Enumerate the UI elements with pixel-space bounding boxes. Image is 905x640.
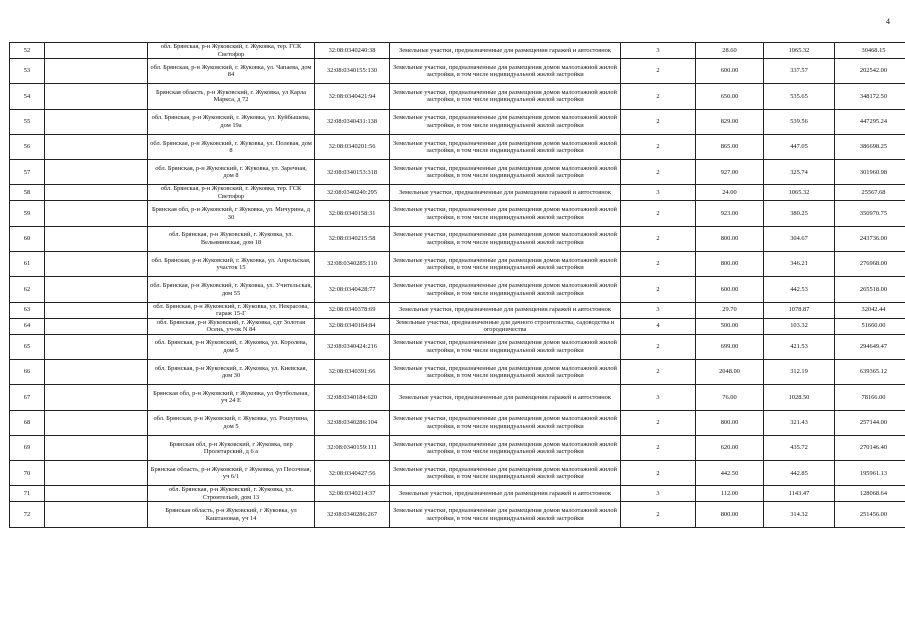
- specific-value-cell: 304.67: [764, 226, 835, 251]
- table-row: [10, 185, 905, 201]
- land-use-cell: Земельные участки, предназначенные для размещения гаражей и автостоянок: [390, 43, 621, 59]
- group-cell: 2: [621, 334, 696, 359]
- land-use-cell: Земельные участки, предназначенные для размещения домов малоэтажной жилой застройки, в том числе индивидуальной жилой застройки: [390, 334, 621, 359]
- group-cell: 3: [621, 185, 696, 201]
- table-row: [10, 318, 905, 334]
- land-use-cell: Земельные участки, предназначенные для размещения домов малоэтажной жилой застройки, в том числе индивидуальной жилой застройки: [390, 59, 621, 84]
- cadastral-number-cell: 32:08:0340431:138: [315, 109, 390, 134]
- group-cell: 2: [621, 226, 696, 251]
- land-use-cell: Земельные участки, предназначенные для размещения домов малоэтажной жилой застройки, в том числе индивидуальной жилой застройки: [390, 435, 621, 460]
- table-row: [10, 461, 905, 486]
- empty-cell: [45, 134, 148, 159]
- group-cell: 3: [621, 486, 696, 502]
- specific-value-cell: 535.65: [764, 84, 835, 109]
- table-row: [10, 160, 905, 185]
- area-cell: 2048.00: [696, 359, 764, 384]
- table-row: [10, 252, 905, 277]
- cadastral-value-cell: 32042.44: [835, 302, 905, 318]
- empty-cell: [45, 185, 148, 201]
- specific-value-cell: 1028.50: [764, 385, 835, 410]
- empty-cell: [45, 359, 148, 384]
- group-cell: 2: [621, 59, 696, 84]
- land-use-cell: Земельные участки, предназначенные для размещения домов малоэтажной жилой застройки, в том числе индивидуальной жилой застройки: [390, 109, 621, 134]
- table-body: [10, 43, 905, 528]
- address-cell: обл. Брянская, р-н Жуковский, г. Жуковка, ул. Заречная, дом 8: [148, 160, 315, 185]
- address-cell: обл. Брянская, р-н Жуковский, г. Жуковка, ул. Королева, дом 5: [148, 334, 315, 359]
- empty-cell: [45, 385, 148, 410]
- area-cell: 800.00: [696, 410, 764, 435]
- land-use-cell: Земельные участки, предназначенные для размещения гаражей и автостоянок: [390, 302, 621, 318]
- table-row: [10, 302, 905, 318]
- specific-value-cell: 103.32: [764, 318, 835, 334]
- land-use-cell: Земельные участки, предназначенные для размещения домов малоэтажной жилой застройки, в том числе индивидуальной жилой застройки: [390, 502, 621, 527]
- specific-value-cell: 346.21: [764, 252, 835, 277]
- group-cell: 2: [621, 502, 696, 527]
- area-cell: 800.00: [696, 502, 764, 527]
- row-number-cell: 60: [10, 226, 45, 251]
- cadastral-value-cell: 294649.47: [835, 334, 905, 359]
- area-cell: 600.00: [696, 59, 764, 84]
- land-use-cell: Земельные участки, предназначенные для размещения гаражей и автостоянок: [390, 486, 621, 502]
- empty-cell: [45, 59, 148, 84]
- land-use-cell: Земельные участки, предназначенные для дачного строительства, садоводства и огородничества: [390, 318, 621, 334]
- land-use-cell: Земельные участки, предназначенные для размещения гаражей и автостоянок: [390, 185, 621, 201]
- row-number-cell: 55: [10, 109, 45, 134]
- area-cell: 112.00: [696, 486, 764, 502]
- area-cell: 650.00: [696, 84, 764, 109]
- cadastral-value-cell: 350970.75: [835, 201, 905, 226]
- area-cell: 500.00: [696, 318, 764, 334]
- group-cell: 2: [621, 109, 696, 134]
- specific-value-cell: 442.85: [764, 461, 835, 486]
- row-number-cell: 56: [10, 134, 45, 159]
- group-cell: 2: [621, 435, 696, 460]
- area-cell: 29.70: [696, 302, 764, 318]
- empty-cell: [45, 435, 148, 460]
- table-row: [10, 277, 905, 302]
- area-cell: 620.00: [696, 435, 764, 460]
- empty-cell: [45, 109, 148, 134]
- cadastral-value-cell: 251456.00: [835, 502, 905, 527]
- row-number-cell: 61: [10, 252, 45, 277]
- cadastral-value-cell: 270146.40: [835, 435, 905, 460]
- cadastral-number-cell: 32:08:0340159:111: [315, 435, 390, 460]
- address-cell: обл. Брянская, р-н Жуковский, г. Жуковка, ул. Апрельская, участок 15: [148, 252, 315, 277]
- land-use-cell: Земельные участки, предназначенные для размещения домов малоэтажной жилой застройки, в том числе индивидуальной жилой застройки: [390, 226, 621, 251]
- row-number-cell: 72: [10, 502, 45, 527]
- address-cell: Брянская область, р-н Жуковский, г. Жуковка, ул Карла Маркса, д 72: [148, 84, 315, 109]
- area-cell: 600.00: [696, 277, 764, 302]
- cadastral-value-cell: 348172.50: [835, 84, 905, 109]
- specific-value-cell: 1078.87: [764, 302, 835, 318]
- address-cell: обл. Брянская, р-н Жуковский, г. Жуковка, ул. Строительей, дом 13: [148, 486, 315, 502]
- cadastral-value-cell: 386698.25: [835, 134, 905, 159]
- row-number-cell: 52: [10, 43, 45, 59]
- empty-cell: [45, 334, 148, 359]
- cadastral-number-cell: 32:08:0340427:56: [315, 461, 390, 486]
- specific-value-cell: 1065.32: [764, 185, 835, 201]
- row-number-cell: 54: [10, 84, 45, 109]
- area-cell: 800.00: [696, 252, 764, 277]
- empty-cell: [45, 84, 148, 109]
- specific-value-cell: 380.25: [764, 201, 835, 226]
- area-cell: 923.00: [696, 201, 764, 226]
- address-cell: обл. Брянская, р-н Жуковский, г. Жуковка, ул. Киевская, дом 30: [148, 359, 315, 384]
- cadastral-number-cell: 32:08:0340391:66: [315, 359, 390, 384]
- row-number-cell: 58: [10, 185, 45, 201]
- land-use-cell: Земельные участки, предназначенные для размещения домов малоэтажной жилой застройки, в том числе индивидуальной жилой застройки: [390, 461, 621, 486]
- area-cell: 28.60: [696, 43, 764, 59]
- group-cell: 2: [621, 201, 696, 226]
- cadastral-value-cell: 276968.00: [835, 252, 905, 277]
- table-row: [10, 134, 905, 159]
- address-cell: обл. Брянская, р-н Жуковский, г. Жуковка, ул. Учительская, дом 55: [148, 277, 315, 302]
- address-cell: обл. Брянская, р-н Жуковский, г. Жуковка, ул. Чапаева, дом 84: [148, 59, 315, 84]
- cadastral-number-cell: 32:08:0340421:94: [315, 84, 390, 109]
- group-cell: 2: [621, 160, 696, 185]
- row-number-cell: 71: [10, 486, 45, 502]
- land-use-cell: Земельные участки, предназначенные для размещения домов малоэтажной жилой застройки, в том числе индивидуальной жилой застройки: [390, 277, 621, 302]
- group-cell: 4: [621, 318, 696, 334]
- address-cell: обл. Брянская, р-н Жуковский, г. Жуковка, ул. Некрасова, гараж 15-Г: [148, 302, 315, 318]
- row-number-cell: 67: [10, 385, 45, 410]
- area-cell: 829.00: [696, 109, 764, 134]
- specific-value-cell: 312.19: [764, 359, 835, 384]
- specific-value-cell: 325.74: [764, 160, 835, 185]
- address-cell: Брянская обл, р-н Жуковский, г Жуковка, ул. Мичурина, д 30: [148, 201, 315, 226]
- area-cell: 927.00: [696, 160, 764, 185]
- cadastral-value-cell: 128068.64: [835, 486, 905, 502]
- address-cell: обл. Брянская, р-н Жуковский, г. Жуковка, ул. Полевая, дом 8: [148, 134, 315, 159]
- cadastral-value-cell: 51660.00: [835, 318, 905, 334]
- cadastral-value-cell: 202542.00: [835, 59, 905, 84]
- page-number: 4: [886, 17, 890, 26]
- group-cell: 3: [621, 385, 696, 410]
- address-cell: обл. Брянская, р-н Жуковский, г. Жуковка, ул. Куйбышева, дом 19а: [148, 109, 315, 134]
- cadastral-value-cell: 257144.00: [835, 410, 905, 435]
- row-number-cell: 69: [10, 435, 45, 460]
- cadastral-value-cell: 639365.12: [835, 359, 905, 384]
- specific-value-cell: 337.57: [764, 59, 835, 84]
- cadastral-number-cell: 32:08:0340155:130: [315, 59, 390, 84]
- table-row: [10, 486, 905, 502]
- group-cell: 2: [621, 252, 696, 277]
- specific-value-cell: 435.72: [764, 435, 835, 460]
- group-cell: 2: [621, 461, 696, 486]
- specific-value-cell: 1065.32: [764, 43, 835, 59]
- cadastral-number-cell: 32:08:0340286:267: [315, 502, 390, 527]
- cadastral-number-cell: 32:08:0340214:37: [315, 486, 390, 502]
- area-cell: 800.00: [696, 226, 764, 251]
- empty-cell: [45, 277, 148, 302]
- table-row: [10, 226, 905, 251]
- empty-cell: [45, 226, 148, 251]
- empty-cell: [45, 160, 148, 185]
- cadastral-number-cell: 32:08:0340285:110: [315, 252, 390, 277]
- group-cell: 3: [621, 302, 696, 318]
- area-cell: 76.00: [696, 385, 764, 410]
- row-number-cell: 59: [10, 201, 45, 226]
- row-number-cell: 65: [10, 334, 45, 359]
- row-number-cell: 68: [10, 410, 45, 435]
- land-use-cell: Земельные участки, предназначенные для размещения домов малоэтажной жилой застройки, в том числе индивидуальной жилой застройки: [390, 160, 621, 185]
- group-cell: 2: [621, 277, 696, 302]
- empty-cell: [45, 201, 148, 226]
- row-number-cell: 63: [10, 302, 45, 318]
- address-cell: обл. Брянская, р-н Жуковский, г. Жуковка, тер. ГСК Светофор: [148, 185, 315, 201]
- cadastral-number-cell: 32:08:0340240:38: [315, 43, 390, 59]
- cadastral-value-table: [9, 42, 905, 528]
- cadastral-value-cell: 30468.15: [835, 43, 905, 59]
- address-cell: обл. Брянская, р-н Жуковский, г. Жуковка, тер. ГСК Светофор: [148, 43, 315, 59]
- row-number-cell: 70: [10, 461, 45, 486]
- cadastral-number-cell: 32:08:0340378:69: [315, 302, 390, 318]
- cadastral-number-cell: 32:08:0340428:77: [315, 277, 390, 302]
- land-use-cell: Земельные участки, предназначенные для размещения домов малоэтажной жилой застройки, в том числе индивидуальной жилой застройки: [390, 201, 621, 226]
- cadastral-value-cell: 301960.98: [835, 160, 905, 185]
- row-number-cell: 62: [10, 277, 45, 302]
- table-row: [10, 43, 905, 59]
- empty-cell: [45, 43, 148, 59]
- table-row: [10, 201, 905, 226]
- table-row: [10, 359, 905, 384]
- address-cell: обл. Брянская, р-н Жуковский, г. Жуковка, ул. Рошупина, дом 5: [148, 410, 315, 435]
- empty-cell: [45, 502, 148, 527]
- cadastral-number-cell: 32:08:0340424:216: [315, 334, 390, 359]
- empty-cell: [45, 410, 148, 435]
- table-row: [10, 385, 905, 410]
- group-cell: 2: [621, 359, 696, 384]
- table-row: [10, 59, 905, 84]
- address-cell: обл. Брянская, р-н Жуковский, г. Жуковка, ул. Вельяминская, дом 18: [148, 226, 315, 251]
- table-row: [10, 410, 905, 435]
- group-cell: 3: [621, 43, 696, 59]
- cadastral-value-cell: 195961.13: [835, 461, 905, 486]
- table-row: [10, 502, 905, 527]
- cadastral-value-cell: 243736.00: [835, 226, 905, 251]
- address-cell: обл. Брянская, р-н Жуковский, г. Жуковка, сдт Золотая Осень, уч-ок N 84: [148, 318, 315, 334]
- land-use-cell: Земельные участки, предназначенные для размещения домов малоэтажной жилой застройки, в том числе индивидуальной жилой застройки: [390, 252, 621, 277]
- land-use-cell: Земельные участки, предназначенные для размещения домов малоэтажной жилой застройки, в том числе индивидуальной жилой застройки: [390, 84, 621, 109]
- cadastral-number-cell: 32:08:0340153:318: [315, 160, 390, 185]
- address-cell: Брянская область, р-н Жуковский, г Жуковка, ул Каштановая, уч 14: [148, 502, 315, 527]
- empty-cell: [45, 252, 148, 277]
- specific-value-cell: 442.53: [764, 277, 835, 302]
- table-row: [10, 334, 905, 359]
- cadastral-number-cell: 32:08:0340184:620: [315, 385, 390, 410]
- land-use-cell: Земельные участки, предназначенные для размещения домов малоэтажной жилой застройки, в том числе индивидуальной жилой застройки: [390, 410, 621, 435]
- group-cell: 2: [621, 134, 696, 159]
- specific-value-cell: 314.32: [764, 502, 835, 527]
- cadastral-value-cell: 447295.24: [835, 109, 905, 134]
- specific-value-cell: 447.05: [764, 134, 835, 159]
- row-number-cell: 64: [10, 318, 45, 334]
- land-use-cell: Земельные участки, предназначенные для размещения домов малоэтажной жилой застройки, в том числе индивидуальной жилой застройки: [390, 359, 621, 384]
- group-cell: 2: [621, 410, 696, 435]
- table-row: [10, 84, 905, 109]
- group-cell: 2: [621, 84, 696, 109]
- row-number-cell: 66: [10, 359, 45, 384]
- area-cell: 865.00: [696, 134, 764, 159]
- cadastral-number-cell: 32:08:0340240:295: [315, 185, 390, 201]
- area-cell: 442.50: [696, 461, 764, 486]
- empty-cell: [45, 318, 148, 334]
- specific-value-cell: 321.43: [764, 410, 835, 435]
- row-number-cell: 53: [10, 59, 45, 84]
- table-row: [10, 109, 905, 134]
- specific-value-cell: 539.56: [764, 109, 835, 134]
- cadastral-number-cell: 32:08:0340201:56: [315, 134, 390, 159]
- land-use-cell: Земельные участки, предназначенные для размещения гаражей и автостоянок: [390, 385, 621, 410]
- empty-cell: [45, 461, 148, 486]
- cadastral-number-cell: 32:08:0340184:84: [315, 318, 390, 334]
- area-cell: 699.00: [696, 334, 764, 359]
- empty-cell: [45, 486, 148, 502]
- land-use-cell: Земельные участки, предназначенные для размещения домов малоэтажной жилой застройки, в том числе индивидуальной жилой застройки: [390, 134, 621, 159]
- specific-value-cell: 421.53: [764, 334, 835, 359]
- table-row: [10, 435, 905, 460]
- empty-cell: [45, 302, 148, 318]
- specific-value-cell: 1143.47: [764, 486, 835, 502]
- row-number-cell: 57: [10, 160, 45, 185]
- cadastral-number-cell: 32:08:0340286:104: [315, 410, 390, 435]
- address-cell: Брянская область, р-н Жуковский, г Жуковка, ул Песочная, уч 6/1: [148, 461, 315, 486]
- cadastral-number-cell: 32:08:0340158:31: [315, 201, 390, 226]
- area-cell: 24.00: [696, 185, 764, 201]
- address-cell: Брянская обл, р-н Жуковский, г Жуковка, пер Пролетарский, д 6 а: [148, 435, 315, 460]
- cadastral-value-cell: 265518.00: [835, 277, 905, 302]
- cadastral-value-cell: 78166.00: [835, 385, 905, 410]
- address-cell: Брянская обл, р-н Жуковский, г Жуковка, ул Футбольная, уч 24 Е: [148, 385, 315, 410]
- cadastral-number-cell: 32:08:0340215:58: [315, 226, 390, 251]
- cadastral-value-cell: 25567.68: [835, 185, 905, 201]
